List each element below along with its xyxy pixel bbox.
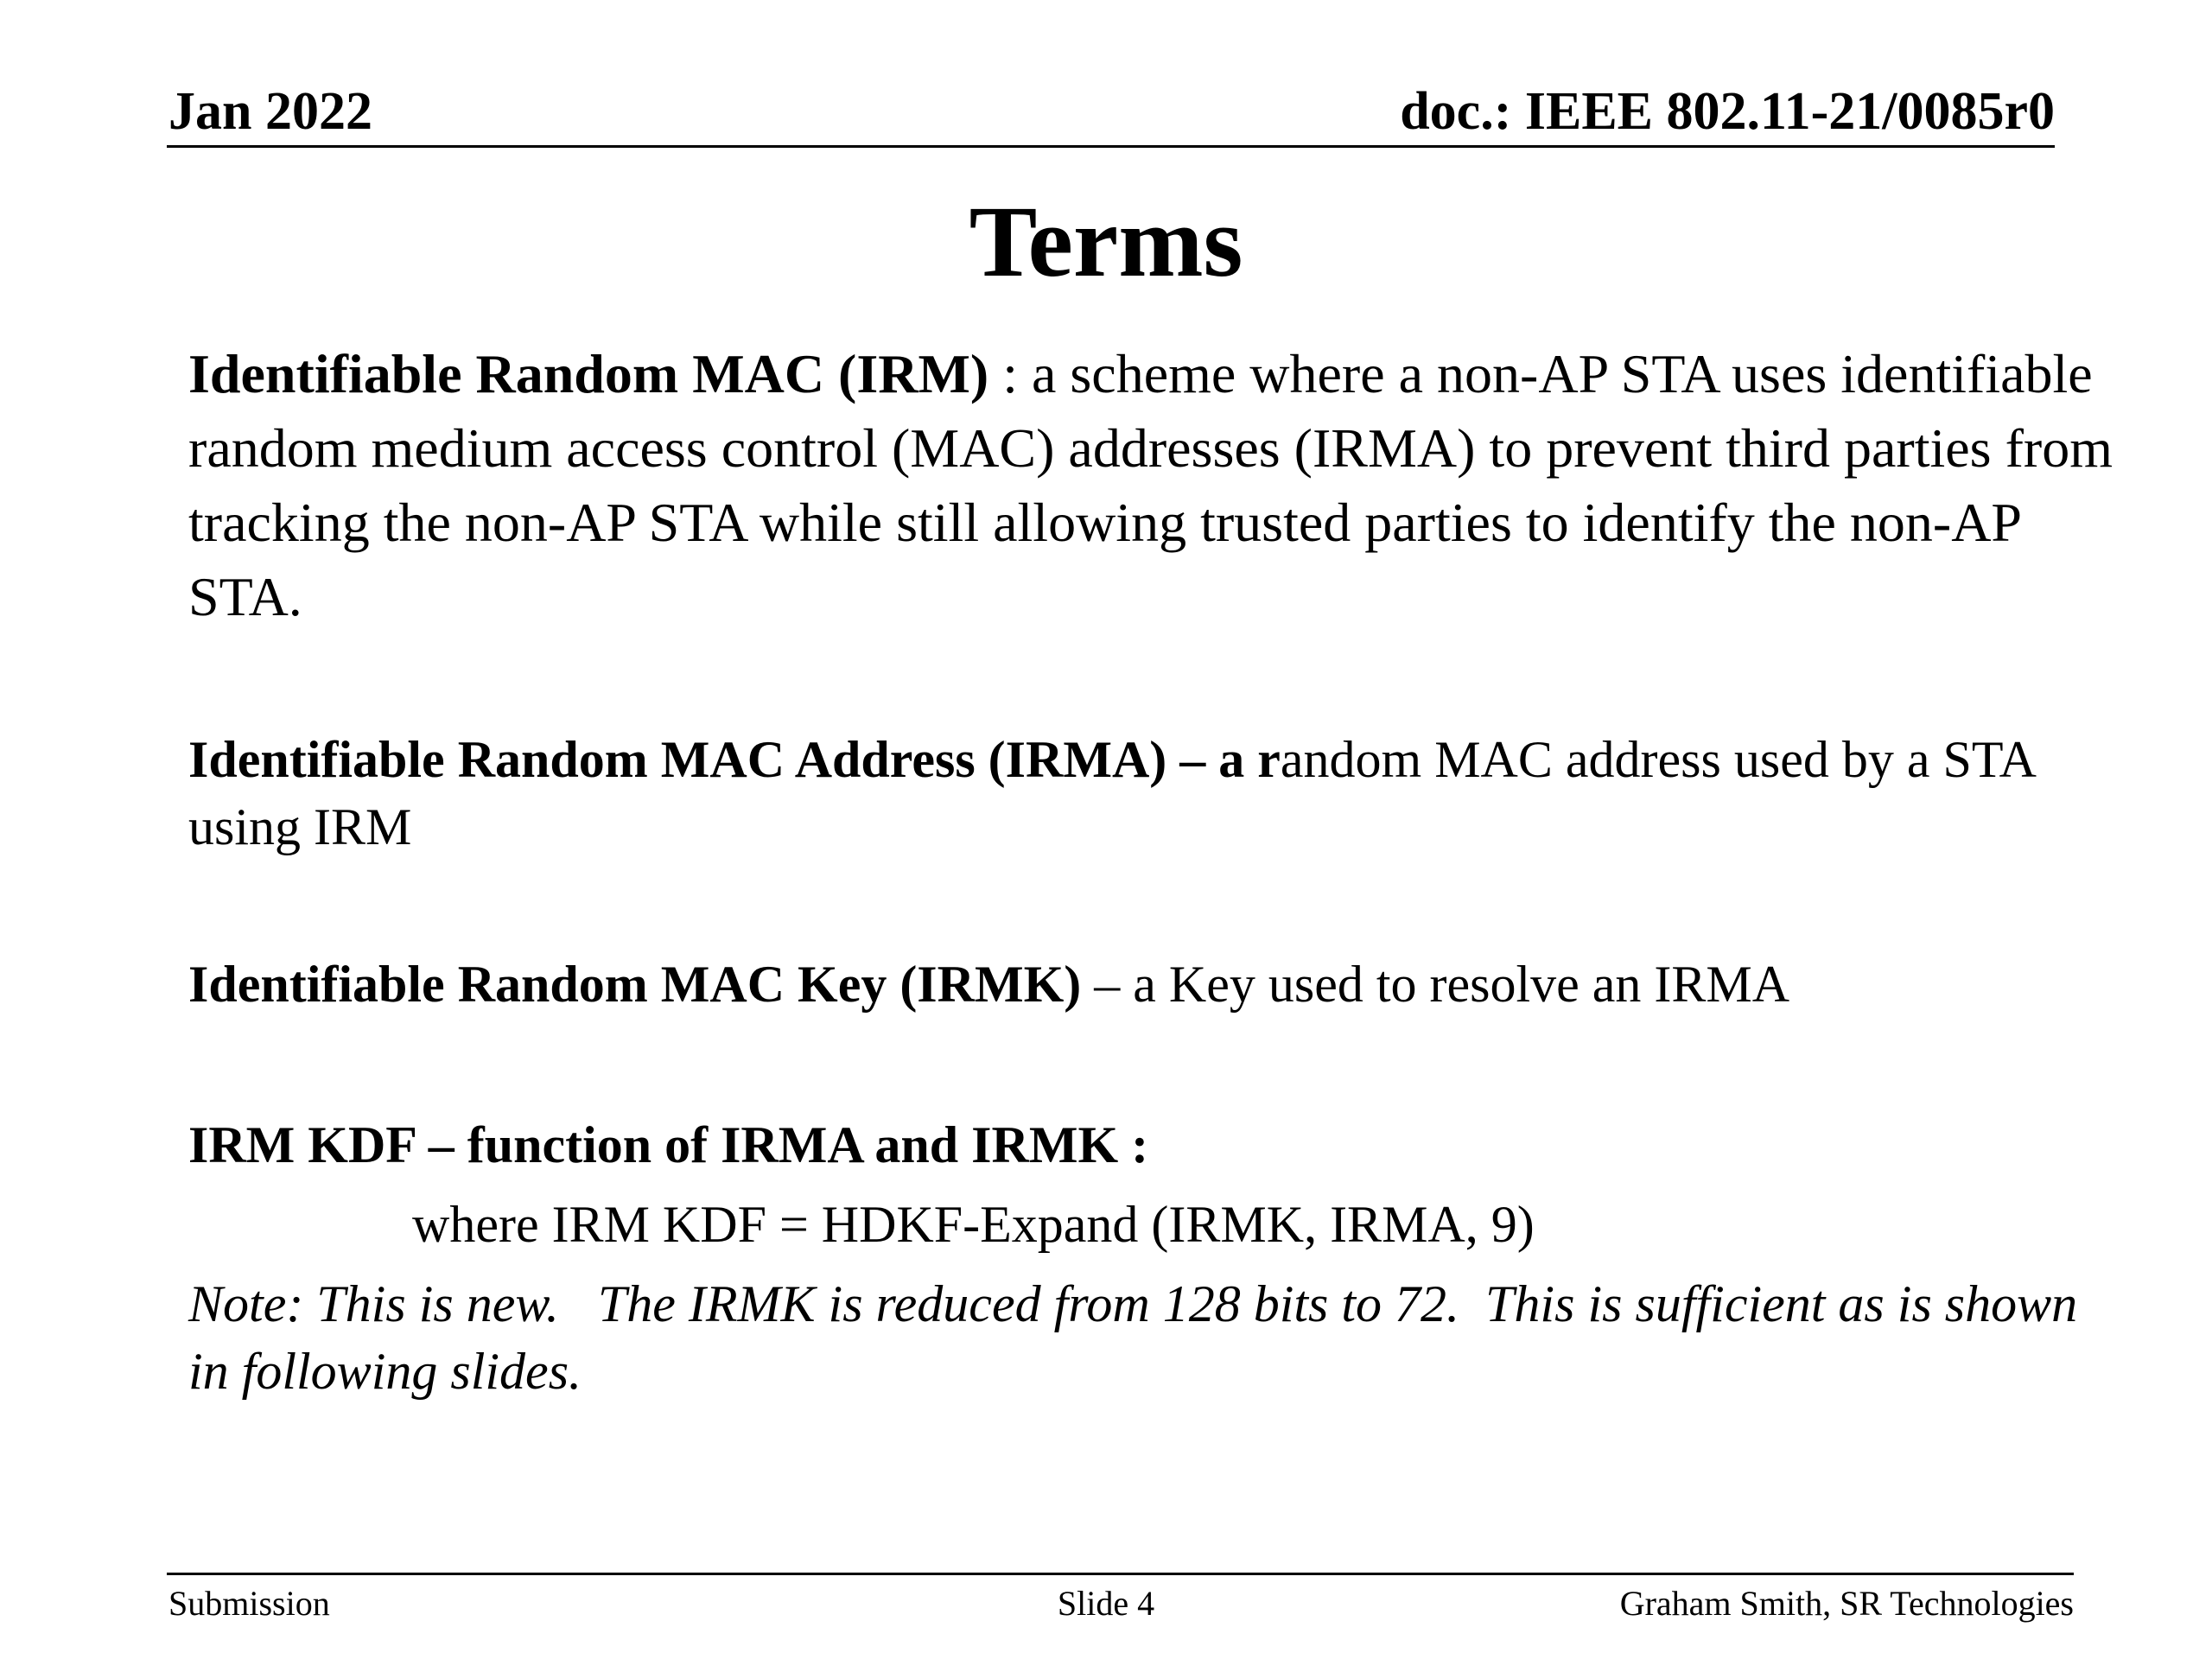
- definition-irma-text: andom MAC address used by a STA using IRM: [188, 731, 2034, 855]
- header-doc-id: doc.: IEEE 802.11-21/0085r0: [1400, 82, 2055, 141]
- header-divider: [167, 145, 2055, 148]
- slide-title: Terms: [969, 185, 1243, 298]
- kdf-formula: where IRM KDF = HDKF-Expand (IRMK, IRMA, 9): [412, 1196, 1535, 1253]
- definition-irmk-term: Identifiable Random MAC Key (IRMK): [188, 956, 1082, 1013]
- definition-irma-term: Identifiable Random MAC Address (IRMA) – a r: [188, 731, 1281, 788]
- footer-slide-number: Slide 4: [1057, 1584, 1155, 1623]
- definition-irm-text: : a scheme where a non-AP STA uses identifiable random medium access control (MAC) addresses (IRMA) to prevent third parties from tracking the non-AP STA while still allowing trusted parties to identify the non-AP STA.: [188, 343, 2113, 627]
- footer-submission: Submission: [168, 1584, 330, 1623]
- kdf-heading: IRM KDF – function of IRMA and IRMK :: [188, 1116, 1149, 1173]
- definition-irm: [188, 337, 2115, 634]
- header-date: Jan 2022: [168, 82, 372, 141]
- footer-divider: [167, 1573, 2074, 1575]
- definition-irm-term: Identifiable Random MAC (IRM): [188, 343, 989, 404]
- note-text: Note: This is new. The IRMK is reduced from 128 bits to 72. This is sufficient as is shown in following slides.: [188, 1275, 2091, 1400]
- definition-irmk: [188, 950, 2115, 1018]
- footer-author: Graham Smith, SR Technologies: [1619, 1584, 2074, 1623]
- definition-irma: [188, 726, 2115, 861]
- definition-irmk-text: – a Key used to resolve an IRMA: [1081, 956, 1790, 1013]
